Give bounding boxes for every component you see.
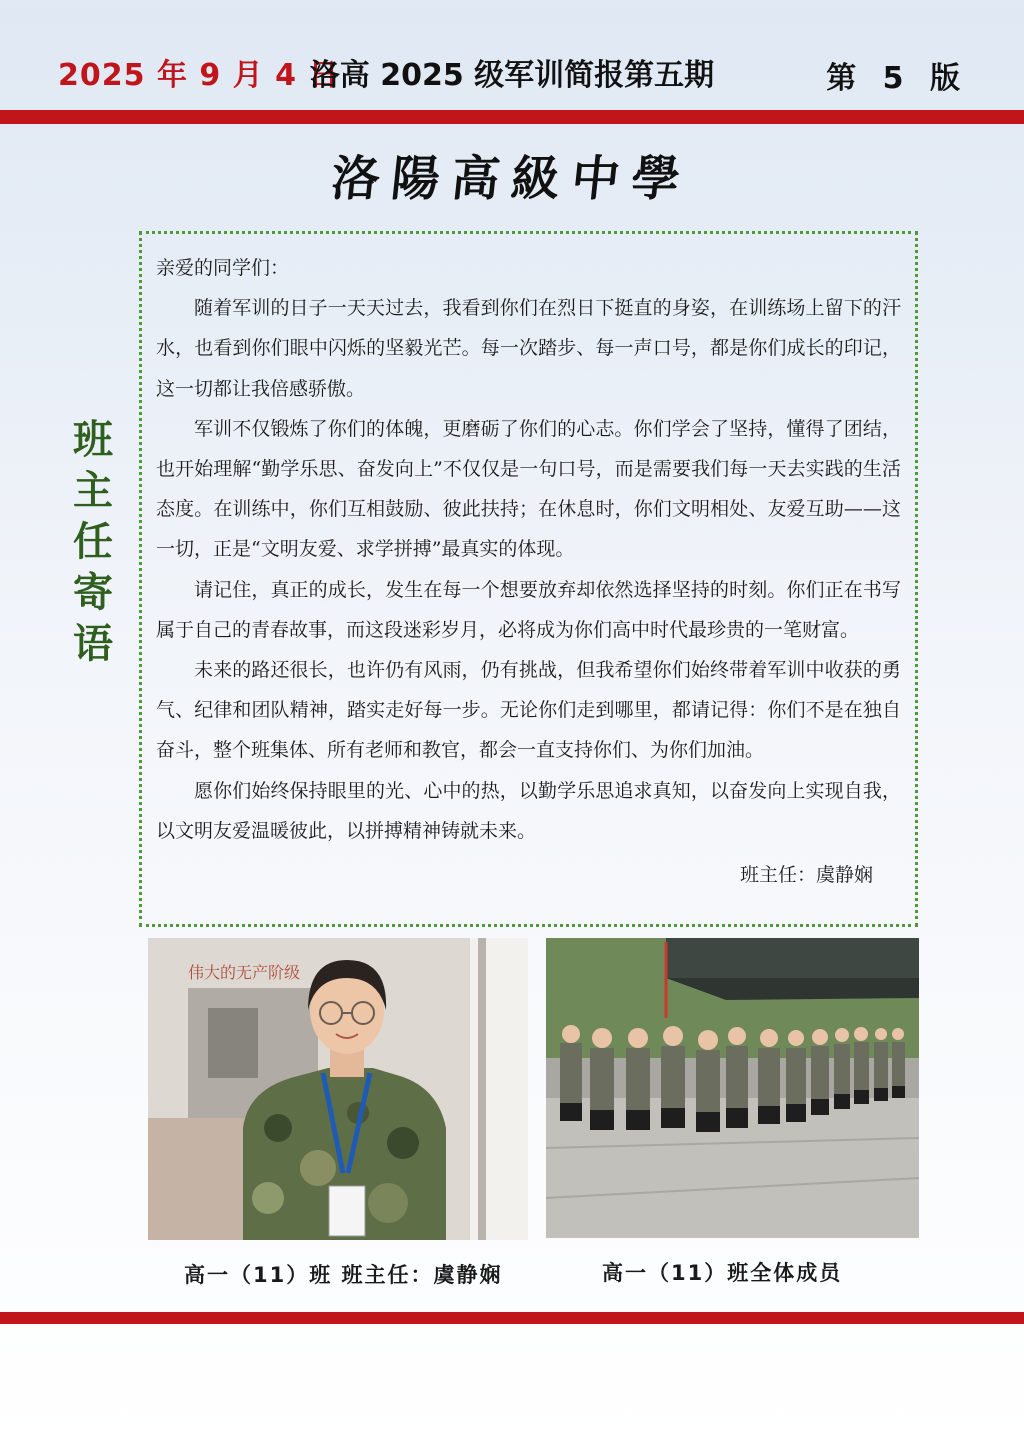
teacher-photo xyxy=(148,938,528,1240)
letter-paragraph: 未来的路还很长，也许仍有风雨，仍有挑战，但我希望你们始终带着军训中收获的勇气、纪律和团队精神，踏实走好每一步。无论你们走到哪里，都请记得：你们不是在独自奋斗，整个班集体、所有老师和教官，都会一直支持你们、为你们加油。 xyxy=(156,659,901,762)
letter-paragraph: 随着军训的日子一天天过去，我看到你们在烈日下挺直的身姿，在训练场上留下的汗水，也看到你们眼中闪烁的坚毅光芒。每一次踏步、每一声口号，都是你们成长的印记，这一切都让我倍感骄傲。 xyxy=(156,297,901,400)
poster-text: 伟大的无产阶级 xyxy=(188,963,301,982)
letter-box xyxy=(139,231,918,927)
page-number: 第 5 版 xyxy=(826,61,968,96)
school-name: 洛陽高級中學 xyxy=(328,151,695,207)
teacher-photo-illustration xyxy=(148,938,528,1240)
letter-paragraph: 愿你们始终保持眼里的光、心中的热，以勤学乐思追求真知，以奋发向上实现自我，以文明友爱温暖彼此，以拼搏精神铸就未来。 xyxy=(156,779,901,842)
letter-greeting: 亲爱的同学们： xyxy=(156,257,290,279)
newsletter-title: 洛高 2025 级军训简报第五期 xyxy=(309,58,715,93)
teacher-photo-caption: 高一（11）班 班主任：虞静娴 xyxy=(184,1263,503,1287)
bottom-divider xyxy=(0,1312,1024,1324)
letter-paragraph: 请记住，真正的成长，发生在每一个想要放弃却依然选择坚持的时刻。你们正在书写属于自己的青春故事，而这段迷彩岁月，必将成为你们高中时代最珍贵的一笔财富。 xyxy=(156,578,901,641)
section-title: 班主任寄语 xyxy=(73,416,113,667)
header-date: 2025 年 9 月 4 日 xyxy=(58,58,340,93)
top-divider xyxy=(0,110,1024,124)
letter-paragraph: 军训不仅锻炼了你们的体魄，更磨砺了你们的心志。你们学会了坚持，懂得了团结，也开始理解“勤学乐思、奋发向上”不仅仅是一句口号，而是需要我们每一天去实践的生活态度。在训练中，你们互相鼓励、彼此扶持；在休息时，你们文明相处、友爱互助——这一切，正是“文明友爱、求学拼搏”最真实的体现。 xyxy=(156,417,901,561)
class-photo-caption: 高一（11）班全体成员 xyxy=(602,1261,843,1285)
letter-signature: 班主任：虞静娴 xyxy=(739,864,873,887)
class-group-illustration xyxy=(546,938,919,1238)
class-group-photo xyxy=(546,938,919,1238)
